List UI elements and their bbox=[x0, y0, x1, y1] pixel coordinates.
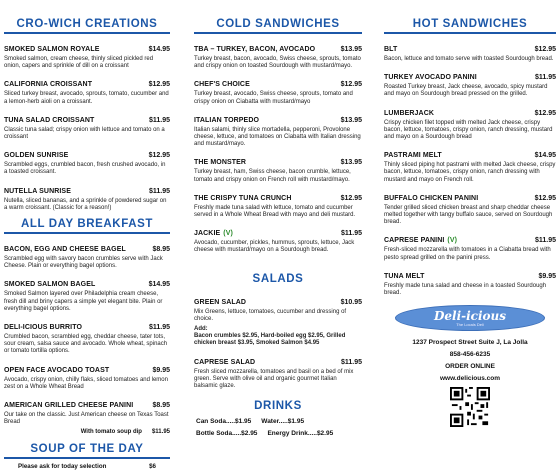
menu-item-name: SMOKED SALMON ROYALE bbox=[4, 46, 100, 53]
menu-item-description: Turkey breast, ham, Swiss cheese, bacon crumble, lettuce, tomato and crispy onion on French roll with mustard/mayo. bbox=[194, 169, 351, 183]
dot-leader: ..... bbox=[307, 430, 317, 438]
menu-item-header bbox=[194, 351, 362, 369]
menu-item-header bbox=[194, 187, 362, 205]
menu-item-name: CAPRESE PANINI bbox=[384, 237, 445, 245]
menu-item-description: Classic tuna salad; crispy onion with lettuce and tomato on a croissant bbox=[4, 126, 165, 141]
menu-item-name: CHEF'S CHOICE bbox=[194, 81, 250, 89]
menu-item-name-wrap bbox=[194, 109, 259, 127]
menu-item-header bbox=[384, 229, 556, 247]
breakfast-list bbox=[4, 238, 170, 426]
menu-item-price: $12.95 bbox=[340, 81, 362, 89]
menu-item bbox=[194, 109, 362, 149]
menu-item bbox=[4, 73, 170, 105]
hot-list bbox=[384, 38, 556, 297]
menu-item-price: $11.95 bbox=[148, 187, 170, 195]
menu-item-header bbox=[194, 109, 362, 127]
menu-item-header bbox=[384, 144, 556, 162]
menu-item-description: Smoked salmon, cream cheese, thinly sliced pickled red onion, capers and sprinkle of dill on a croissant bbox=[4, 56, 154, 70]
menu-item-name: BUFFALO CHICKEN PANINI bbox=[384, 194, 479, 202]
middle-column bbox=[194, 0, 362, 466]
menu-item bbox=[384, 229, 556, 261]
vegetarian-badge: (V) bbox=[447, 237, 458, 245]
menu-item-description: Fresh sliced mozzarella, tomatoes and basil on a bed of mix green. Serve with olive oil and organic gourmet Italian balsamic glaze. bbox=[194, 368, 354, 390]
drinks-list bbox=[194, 418, 362, 437]
dot-leader: ..... bbox=[225, 418, 236, 426]
menu-item-name-wrap bbox=[4, 238, 126, 256]
menu-item-header bbox=[384, 38, 556, 56]
menu-item-header bbox=[384, 66, 556, 84]
left-column bbox=[4, 0, 170, 470]
menu-item-description: Freshly made tuna salad and cheese in a toasted Sourdough bread. bbox=[384, 282, 547, 297]
menu-item-header bbox=[4, 73, 170, 91]
menu-item bbox=[4, 359, 170, 391]
menu-item-header bbox=[4, 359, 170, 377]
menu-item-price: $9.95 bbox=[538, 272, 556, 280]
menu-item-header bbox=[194, 291, 362, 309]
menu-item bbox=[194, 73, 362, 105]
addon-price: $11.95 bbox=[151, 429, 170, 436]
menu-item bbox=[194, 351, 362, 391]
drinks-row bbox=[194, 418, 362, 425]
menu-item-name: GOLDEN SUNRISE bbox=[4, 152, 69, 160]
menu-item bbox=[4, 316, 170, 356]
menu-item-header bbox=[4, 109, 170, 127]
phone[interactable]: 858-456-6235 bbox=[449, 351, 491, 359]
order-online[interactable]: ORDER ONLINE bbox=[445, 363, 495, 371]
menu-item-price: $11.95 bbox=[148, 324, 170, 332]
menu-item-header bbox=[194, 222, 362, 240]
menu-item bbox=[384, 38, 556, 63]
menu-item-description: Smoked Salmon layered over Philadelphia cream cheese, fresh dill and briny capers a simple yet elegant bite. Plain or everything bagel options. bbox=[4, 291, 163, 312]
menu-item-description: Crumbled bacon, scrambled egg, cheddar cheese, tater tots, sour cream, salsa sauce and avocado. Whole wheat, spinach or tomato tortilla options. bbox=[4, 334, 168, 355]
menu-item-header bbox=[384, 102, 556, 120]
menu-item bbox=[4, 109, 170, 141]
menu-item-price: $13.95 bbox=[340, 116, 362, 124]
menu-item-name-wrap bbox=[4, 394, 133, 412]
drinks-row bbox=[194, 430, 362, 437]
dot-leader: ..... bbox=[278, 418, 288, 426]
menu-item-description: Roasted Turkey breast, Jack cheese, avocado, spicy mustard and mayo on Sourdough bread pressed on the grilled. bbox=[384, 84, 548, 98]
menu-item-price: $12.95 bbox=[534, 46, 556, 53]
menu-item-price: $11.95 bbox=[534, 237, 556, 245]
menu-item-name-wrap bbox=[384, 102, 434, 120]
menu-item-name-wrap bbox=[384, 66, 477, 84]
menu-item-price: $12.95 bbox=[534, 109, 556, 117]
menu-item-header bbox=[4, 273, 170, 291]
menu-item-price: $8.95 bbox=[152, 246, 170, 254]
menu-item bbox=[4, 38, 170, 70]
menu-item-name: THE CRISPY TUNA CRUNCH bbox=[194, 194, 292, 202]
addon-label: With tomato soup dip bbox=[80, 429, 142, 436]
qr-code-icon[interactable] bbox=[450, 387, 490, 427]
menu-item-name-wrap bbox=[194, 351, 255, 369]
drinks-title: DRINKS bbox=[254, 400, 302, 413]
menu-item-price: $14.95 bbox=[148, 46, 170, 53]
menu-item-name-wrap bbox=[4, 180, 71, 198]
tomato-soup-addon bbox=[4, 429, 170, 435]
menu-item-header bbox=[4, 316, 170, 334]
menu-item-description: Avocado, crispy onion, chilly flaks, sliced tomatoes and lemon zest on a Whole Wheat Bread bbox=[4, 376, 168, 390]
menu-item bbox=[194, 222, 362, 254]
menu-item-description: Tender grilled sliced chicken breast and sharp cheddar cheese melted together with tangy buffalo sauce, served on Sourdough bread. bbox=[384, 204, 553, 226]
menu-item-description: Turkey breast, bacon, avocado, Swiss cheese, sprouts, tomato and crispy onion on toasted Sourdough with mustard/mayo. bbox=[194, 56, 361, 70]
menu-item-price: $10.95 bbox=[340, 298, 362, 306]
drink-item bbox=[261, 418, 304, 425]
brand-logo bbox=[395, 305, 545, 333]
menu-item-header bbox=[194, 73, 362, 91]
menu-item-price: $12.95 bbox=[340, 194, 362, 202]
logo-text: Deli-icious bbox=[433, 308, 507, 323]
menu-item-name: GREEN SALAD bbox=[194, 298, 247, 306]
soup-price: $6 bbox=[149, 463, 156, 470]
menu-item-description: Crispy chicken filet topped with melted Jack cheese, crispy bacon, lettuce, tomatoes, crispy onion, ranch dressing, mustard and mayo on a Sourdough bread bbox=[384, 119, 553, 141]
menu-item bbox=[384, 102, 556, 142]
cro-wich-title: CRO-WICH CREATIONS bbox=[4, 18, 170, 34]
logo-tagline: The Locals Deli bbox=[456, 321, 484, 327]
menu-item-price: $14.95 bbox=[534, 152, 556, 160]
menu-item-name-wrap bbox=[384, 187, 478, 205]
cold-list bbox=[194, 38, 362, 255]
menu-item-price: $12.95 bbox=[534, 194, 556, 202]
menu-item-header bbox=[194, 151, 362, 169]
drink-name: Water bbox=[261, 418, 279, 426]
menu-item-name: OPEN FACE AVOCADO TOAST bbox=[4, 366, 110, 374]
menu-item-description: Our take on the classic. Just American cheese on Texas Toast Bread bbox=[4, 412, 169, 426]
menu-item-name-wrap bbox=[384, 229, 457, 247]
menu-item-header bbox=[4, 180, 170, 198]
menu-item-name-wrap bbox=[194, 151, 246, 169]
hot-title: HOT SANDWICHES bbox=[384, 18, 556, 34]
cro-wich-list bbox=[4, 38, 170, 212]
menu-item-price: $13.95 bbox=[340, 159, 362, 167]
right-column bbox=[384, 0, 556, 466]
menu-item bbox=[384, 265, 556, 297]
salad-add-text: Bacon crumbles $2.95, Hard-boiled egg $2.95, Grilled chicken breast $3.95, Smoked Salmon $4.95 bbox=[194, 333, 346, 347]
menu-item-price: $11.95 bbox=[340, 358, 362, 366]
menu-item-description: Scrambled egg with savory bacon crumbles serve with Jack Cheese. Plain or everything bagel options. bbox=[4, 256, 163, 270]
menu-item-name-wrap bbox=[4, 359, 109, 377]
salads-title: SALADS bbox=[252, 272, 304, 285]
menu-item-price: $9.95 bbox=[152, 366, 170, 374]
soup-title: SOUP OF THE DAY bbox=[4, 443, 170, 459]
vegetarian-badge: (V) bbox=[223, 230, 233, 238]
salad-add-label: Add: bbox=[194, 326, 208, 333]
menu-item-description: Italian salami, thinly slice mortadella, pepperoni, Provolone cheese, lettuce, and tomatoes on Ciabatta with Italian dressing and mustard/mayo. bbox=[194, 126, 361, 148]
drink-item bbox=[267, 430, 333, 437]
menu-item-name: BLT bbox=[384, 46, 398, 53]
menu-item-name-wrap bbox=[4, 73, 92, 91]
menu-item-price: $11.95 bbox=[148, 116, 170, 124]
soup-text: Please ask for today selection bbox=[18, 463, 107, 470]
menu-item bbox=[194, 38, 362, 70]
contact-block bbox=[384, 339, 556, 382]
cold-title: COLD SANDWICHES bbox=[194, 18, 362, 34]
menu-item-name-wrap bbox=[194, 187, 291, 205]
menu-item-name-wrap bbox=[194, 222, 233, 240]
website-link[interactable]: www.delicious.com bbox=[439, 375, 501, 383]
menu-item-name: AMERICAN GRILLED CHEESE PANINI bbox=[4, 402, 134, 410]
menu-item-name: CAPRESE SALAD bbox=[194, 358, 256, 366]
drink-price: $2.95 bbox=[241, 430, 258, 438]
menu-item-name: TBA – TURKEY, BACON, AVOCADO bbox=[194, 46, 316, 53]
menu-item bbox=[194, 151, 362, 183]
menu-item-name-wrap bbox=[194, 38, 315, 56]
menu-item-name: CALIFORNIA CROISSANT bbox=[4, 81, 93, 89]
menu-item-name: TUNA MELT bbox=[384, 272, 425, 280]
menu-item-name-wrap bbox=[384, 144, 442, 162]
menu-item-price: $12.95 bbox=[148, 81, 170, 89]
menu-item-name-wrap bbox=[194, 291, 246, 309]
menu-item-name: TUNA SALAD CROISSANT bbox=[4, 116, 95, 124]
menu-item-header bbox=[4, 144, 170, 162]
menu-item-name: LUMBERJACK bbox=[384, 109, 434, 117]
menu-item-name: DELI-ICIOUS BURRITO bbox=[4, 324, 82, 332]
menu-item-header bbox=[194, 38, 362, 56]
menu-item-header bbox=[4, 38, 170, 56]
drink-name: Bottle Soda bbox=[196, 430, 233, 438]
menu-item-price: $8.95 bbox=[152, 402, 170, 410]
menu-item-name-wrap bbox=[194, 73, 250, 91]
menu-item-name-wrap bbox=[4, 38, 99, 56]
menu-item-header bbox=[4, 394, 170, 412]
menu-item-name: TURKEY AVOCADO PANINI bbox=[384, 74, 477, 82]
address: 1237 Prospect Street Suite J, La Jolla bbox=[412, 339, 528, 347]
menu-item-header bbox=[384, 187, 556, 205]
menu-item bbox=[384, 187, 556, 227]
menu-item-description: Mix Greens, lettuce, tomatoes, cucumber and dressing of choice. bbox=[194, 308, 347, 322]
menu-item bbox=[194, 187, 362, 219]
menu-item bbox=[4, 273, 170, 313]
logo-oval bbox=[395, 305, 545, 331]
menu-item-name-wrap bbox=[384, 38, 397, 56]
salad-addons bbox=[194, 326, 362, 348]
drink-item bbox=[196, 418, 251, 425]
drink-price: $2.95 bbox=[316, 430, 334, 438]
menu-item-header bbox=[384, 265, 556, 283]
menu-item-price: $13.95 bbox=[340, 46, 362, 53]
menu-item-price: $12.95 bbox=[148, 152, 170, 160]
menu-item-price: $14.95 bbox=[148, 281, 170, 289]
menu-item-description: Freshly made tuna salad with lettuce, tomato and cucumber served in a Whole Wheat Bread with mayo and deli mustard. bbox=[194, 204, 356, 219]
menu-item-name: SMOKED SALMON BAGEL bbox=[4, 281, 96, 289]
menu-item-name-wrap bbox=[4, 316, 82, 334]
menu-item-description: Fresh-sliced mozzarella with tomatoes in a Ciabatta bread with pesto spread grilled on the panini press. bbox=[384, 247, 551, 261]
menu-item bbox=[384, 66, 556, 98]
drink-price: $1.95 bbox=[235, 418, 252, 426]
menu-item bbox=[4, 238, 170, 270]
menu-item-description: Thinly sliced piping hot pastrami with melted Jack cheese, crispy bacon, lettuce, tomatoes, crispy onion, ranch dressing with mustard and mayo on French roll. bbox=[384, 162, 556, 183]
menu-item-name: ITALIAN TORPEDO bbox=[194, 116, 260, 124]
menu-item-price: $11.95 bbox=[534, 74, 556, 82]
dot-leader: ..... bbox=[232, 430, 242, 438]
menu-item bbox=[4, 180, 170, 212]
menu-item-name-wrap bbox=[4, 273, 95, 291]
drink-item bbox=[196, 430, 257, 437]
menu-item-name: PASTRAMI MELT bbox=[384, 152, 442, 160]
menu-item-name: THE MONSTER bbox=[194, 159, 247, 167]
menu-item-header bbox=[4, 238, 170, 256]
salad-list bbox=[194, 291, 362, 391]
drink-name: Can Soda bbox=[196, 418, 226, 426]
menu-item-description: Avocado, cucumber, pickles, hummus, sprouts, lettuce, Jack cheese with mustard/mayo on a Sourdough bread. bbox=[194, 240, 355, 254]
menu-item-description: Scrambled eggs, crumbled bacon, fresh crushed avocado, in a toasted croissant. bbox=[4, 162, 166, 176]
menu-item-name: NUTELLA SUNRISE bbox=[4, 187, 71, 195]
breakfast-title: ALL DAY BREAKFAST bbox=[4, 218, 170, 234]
menu-item-description: Sliced turkey breast, avocado, sprouts, tomato, cucumber and a lemon-herb aioli on a croissant. bbox=[4, 91, 169, 105]
menu-item-description: Nutella, sliced bananas, and a sprinkle of powdered sugar on a warm croissant. (Classic for a reason!) bbox=[4, 197, 167, 211]
menu-item-price: $11.95 bbox=[340, 230, 362, 238]
menu-item bbox=[4, 144, 170, 176]
menu-item bbox=[4, 394, 170, 426]
menu-item-name-wrap bbox=[4, 109, 94, 127]
menu-item bbox=[194, 291, 362, 323]
menu-item-description: Bacon, lettuce and tomato serve with toasted Sourdough bread. bbox=[384, 56, 554, 62]
drink-price: $1.95 bbox=[287, 418, 305, 426]
menu-item-name: JACKIE bbox=[194, 230, 221, 238]
menu-item-description: Turkey breast, avocado, Swiss cheese, sprouts, tomato and crispy onion on Ciabatta with mustard/mayo bbox=[194, 91, 353, 105]
drink-name: Energy Drink bbox=[267, 430, 308, 438]
menu-item-name-wrap bbox=[384, 265, 425, 283]
menu-item-name-wrap bbox=[4, 144, 68, 162]
menu-item-name: BACON, EGG AND CHEESE BAGEL bbox=[4, 246, 126, 254]
soup-line bbox=[4, 463, 170, 470]
menu-item bbox=[384, 144, 556, 184]
